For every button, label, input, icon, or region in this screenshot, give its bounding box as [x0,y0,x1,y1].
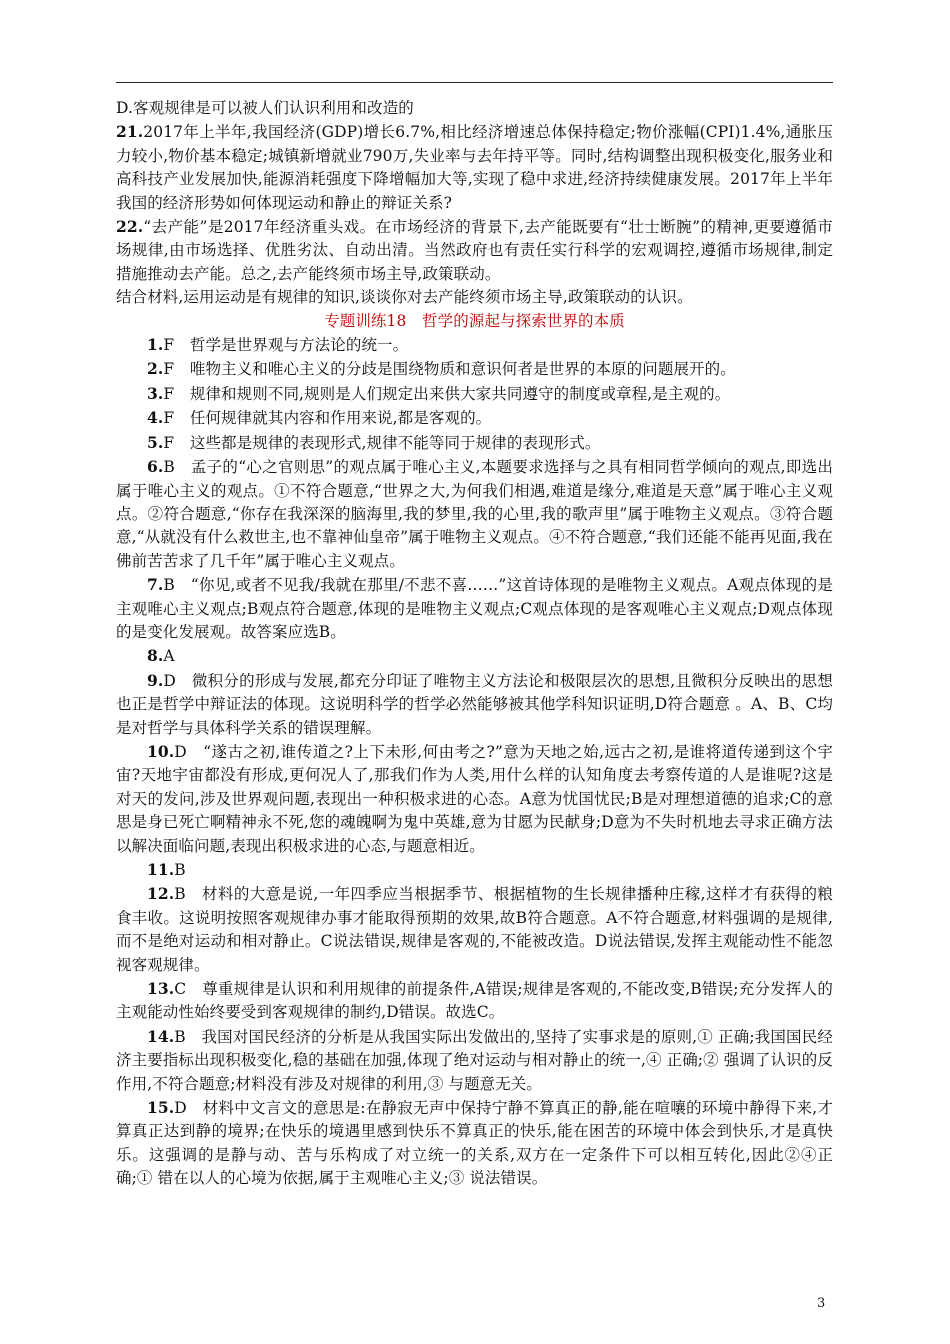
answer-item [116,382,833,406]
q20-option-d: D.客观规律是可以被人们认识利用和改造的 [116,99,414,117]
answer-item [116,882,833,977]
answer-text: B 我国对国民经济的分析是从我国实际出发做出的,坚持了实事求是的原则,① 正确;我国国民经济主要指标出现积极变化,稳的基础在加强,体现了绝对运动与相对静止的统一,④ 正确;② 强调了认识的反作用,不符合题意;材料没有涉及对规律的利用,③ 与题意无关。 [116,1027,833,1093]
answer-item [116,669,833,740]
answer-number: 9. [147,670,164,690]
page-number: 3 [817,1296,826,1311]
question-number: 21. [116,122,144,142]
answer-number: 11. [147,860,175,879]
answer-item [116,357,833,381]
answer-item [116,431,833,455]
answer-item [116,573,833,644]
answer-number: 14. [147,1026,175,1046]
answer-item [116,1025,833,1096]
answer-number: 1. [147,335,164,355]
answer-text: B 材料的大意是说,一年四季应当根据季节、根据植物的生长规律播种庄稼,这样才有获得的粮食丰收。这说明按照客观规律办事才能取得预期的效果,故B符合题意。A不符合题意,材料强调的是规律,而不是绝对运动和相对静止。C说法错误,规律是客观的,不能被改造。D说法错误,发挥主观能动性不能忽视客观规律。 [116,885,833,974]
question-text: “去产能”是2017年经济重头戏。在市场经济的背景下,去产能既要有“壮士断腕”的精神,更要遵循市场规律,由市场选择、优胜劣汰、自动出清。当然政府也有责任实行科学的宏观调控,遵循市场规律,制定措施推动去产能。总之,去产能终须市场主导,政策联动。 [116,218,833,283]
answer-list [116,333,833,1191]
answer-number: 12. [147,884,175,904]
question-number: 22. [116,217,144,237]
answer-text: F 规律和规则不同,规则是人们规定出来供大家共同遵守的制度或章程,是主观的。 [163,384,731,403]
answer-number: 6. [147,457,164,477]
answer-number: 2. [147,359,164,379]
answer-number: 8. [147,646,164,666]
question-22 [116,215,833,286]
answer-item [116,858,833,882]
answer-text: B [174,861,186,879]
answer-text: F 任何规律就其内容和作用来说,都是客观的。 [163,409,492,428]
question-22-task: 结合材料,运用运动是有规律的知识,谈谈你对去产能终须市场主导,政策联动的认识。 [116,288,693,307]
answer-item [116,740,833,858]
answer-number: 15. [147,1098,175,1118]
answer-text: B “你见,或者不见我/我就在那里/不悲不喜……”这首诗体现的是唯物主义观点。A观点体现的是主观唯心主义观点;B观点符合题意,体现的是唯物主义观点;C观点体现的是客观唯心主义观点;D观点体现的是变化发展观。故答案应选B。 [116,576,833,641]
answer-number: 10. [147,741,175,761]
answer-text: B 孟子的“心之官则思”的观点属于唯心主义,本题要求选择与之具有相同哲学倾向的观点,即选出属于唯心主义的观点。①不符合题意,“世界之大,为何我们相遇,难道是缘分,难道是天意”属于唯心主义观点。②符合题意,“你存在我深深的脑海里,我的梦里,我的心里,我的歌声里”属于唯物主义观点。③符合题意,“从就没有什么救世主,也不靠神仙皇帝”属于唯物主义观点。④不符合题意,“我们还能不能再见面,我在佛前苦苦求了几千年”属于唯心主义观点。 [116,458,833,570]
answer-text: D 微积分的形成与发展,都充分印证了唯物主义方法论和极限层次的思想,且微积分反映出的思想也正是哲学中辩证法的体现。这说明科学的哲学必然能够被其他学科知识证明,D符合题意 。A、B、C均是对哲学与具体科学关系的错误理解。 [116,671,833,737]
answer-item [116,455,833,573]
answer-text: F 唯物主义和唯心主义的分歧是围绕物质和意识何者是世界的本原的问题展开的。 [163,360,736,379]
answer-number: 5. [147,432,164,452]
page-content [116,97,833,1191]
answer-item [116,977,833,1025]
answer-number: 3. [147,383,164,403]
answer-text: A [163,647,175,666]
answer-item [116,333,833,357]
section-title: 专题训练18 哲学的源起与探索世界的本质 [324,311,625,330]
answer-number: 4. [147,408,164,428]
answer-text: D “遂古之初,谁传道之?上下未形,何由考之?”意为天地之始,远古之初,是谁将道传递到这个宇宙?天地宇宙都没有形成,更何况人了,那我们作为人类,用什么样的认知角度去考察传道的人是谁呢?这是对天的发问,涉及世界观问题,表现出一种积极求进的心态。A意为忧国忧民;B是对理想道德的追求;C的意思是身已死亡啊精神永不死,您的魂魄啊为鬼中英雄,意为甘愿为民献身;D意为不失时机地去寻求正确方法以解决面临问题,表现出积极求进的心态,与题意相近。 [116,742,833,855]
answer-number: 7. [147,575,164,595]
answer-item [116,1096,833,1191]
question-21 [116,120,833,215]
header-rule [116,82,833,83]
answer-number: 13. [147,979,175,999]
answer-item [116,644,833,668]
question-text: 2017年上半年,我国经济(GDP)增长6.7%,相比经济增速总体保持稳定;物价涨幅(CPI)1.4%,通胀压力较小,物价基本稳定;城镇新增就业790万,失业率与去年持平等。同时,结构调整出现积极变化,服务业和高科技产业发展加快,能源消耗强度下降增幅加大等,实现了稳中求进,经济持续健康发展。2017年上半年我国的经济形势如何体现运动和静止的辩证关系? [116,123,833,212]
answer-text: D 材料中文言文的意思是:在静寂无声中保持宁静不算真正的静,能在喧嚷的环境中静得下来,才算真正达到静的境界;在快乐的境遇里感到快乐不算真正的快乐,能在困苦的环境中体会到快乐,才是真快乐。这强调的是静与动、苦与乐构成了对立统一的关系,双方在一定条件下可以相互转化,因此②④正确;① 错在以人的心境为依据,属于主观唯心主义;③ 说法错误。 [116,1099,833,1188]
answer-text: F 哲学是世界观与方法论的统一。 [163,336,409,355]
answer-text: F 这些都是规律的表现形式,规律不能等同于规律的表现形式。 [163,433,601,452]
answer-item [116,406,833,430]
answer-text: C 尊重规律是认识和利用规律的前提条件,A错误;规律是客观的,不能改变,B错误;充分发挥人的主观能动性始终要受到客观规律的制约,D错误。故选C。 [116,980,833,1022]
